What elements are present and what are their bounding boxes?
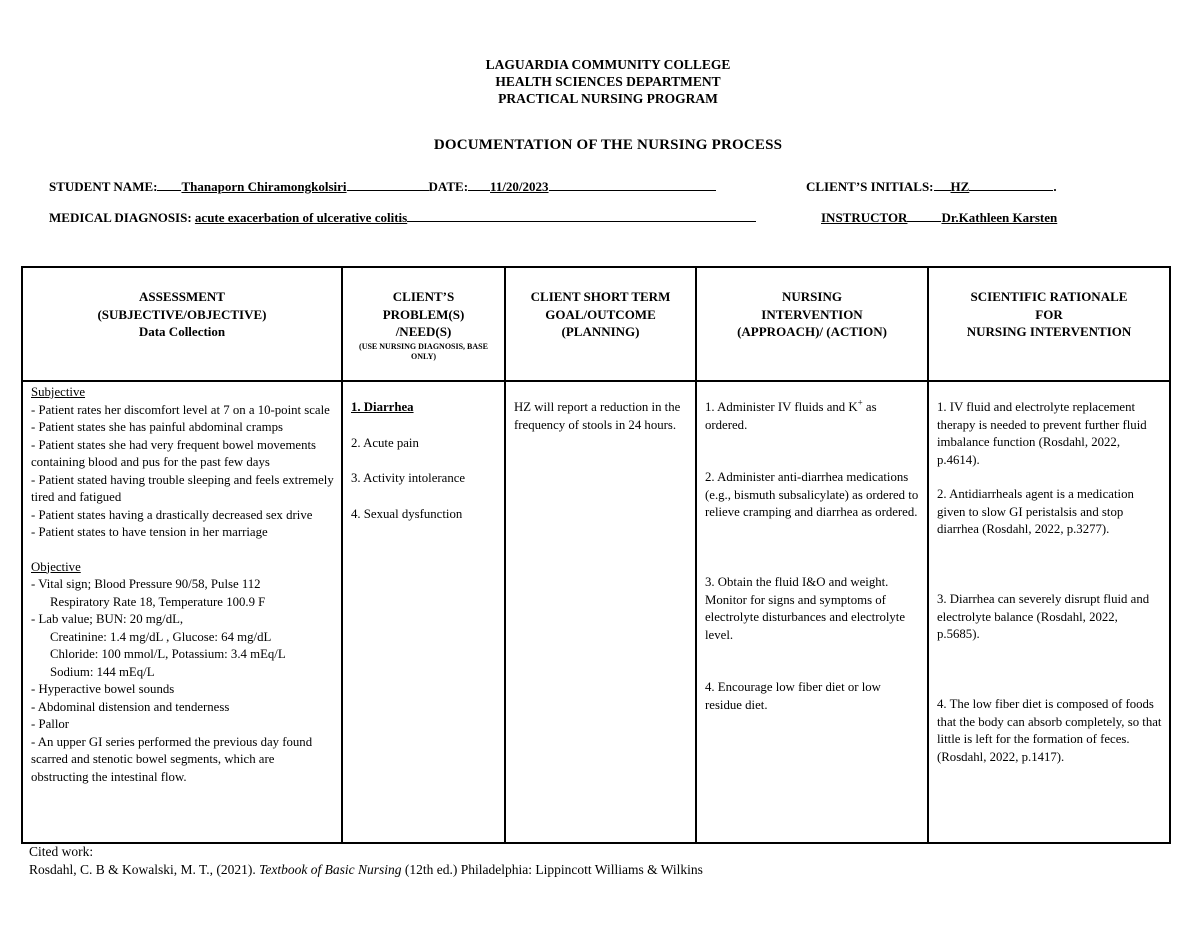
- citation-text: Rosdahl, C. B & Kowalski, M. T., (2021). Textbook of Basic Nursing (12th ed.) Philadelphia: Lippincott Williams & Wilkins: [29, 862, 703, 877]
- objective-item: - Pallor: [31, 717, 70, 731]
- medical-diagnosis-label: MEDICAL DIAGNOSIS:: [49, 210, 192, 225]
- objective-label: Objective: [31, 559, 81, 574]
- problem-item: 4. Sexual dysfunction: [351, 506, 463, 521]
- citation-label: Cited work:: [29, 844, 94, 859]
- objective-item: - Abdominal distension and tenderness: [31, 699, 230, 714]
- student-name-label: STUDENT NAME:: [49, 179, 158, 194]
- table-body-row: [22, 381, 1170, 843]
- intervention-header: NURSING INTERVENTION (APPROACH)/ (ACTION): [696, 267, 928, 381]
- objective-item: Respiratory Rate 18, Temperature 100.9 F: [50, 594, 266, 609]
- problem-item: 2. Acute pain: [351, 435, 419, 450]
- intervention-item: 2. Administer anti-diarrhea medications (e.g., bismuth subsalicylate) as ordered to relieve cramping and diarrhea as ordered.: [705, 470, 919, 519]
- interventions-cell: [696, 381, 928, 843]
- problem-header: CLIENT’S PROBLEM(S) /NEED(S) (USE NURSING DIAGNOSIS, BASE ONLY): [342, 267, 505, 381]
- rationale-item: 3. Diarrhea can severely disrupt fluid and electrolyte balance (Rosdahl, 2022, p.5685).: [937, 592, 1150, 641]
- subjective-item: - Patient states she had very frequent bowel movements containing blood and pus for the past few days: [31, 437, 317, 469]
- subjective-label: Subjective: [31, 385, 86, 399]
- subjective-item: - Patient stated having trouble sleeping and feels extremely tired and fatigued: [31, 472, 334, 504]
- table-header-row: [22, 267, 1170, 381]
- rationale-item: 1. IV fluid and electrolyte replacement therapy is needed to prevent further fluid imbalance function (Rosdahl, 2022, p.4614).: [937, 400, 1147, 467]
- client-initials-label: CLIENT’S INITIALS:: [806, 179, 934, 194]
- college-name: LAGUARDIA COMMUNITY COLLEGE: [485, 57, 731, 72]
- instructor-row: [821, 208, 1057, 226]
- client-initials-value: HZ: [950, 179, 970, 194]
- objective-item: - Hyperactive bowel sounds: [31, 682, 175, 696]
- objective-item: - Lab value; BUN: 20 mg/dL,: [31, 612, 184, 626]
- problems-cell: [342, 381, 505, 843]
- subjective-item: - Patient states having a drastically decreased sex drive: [31, 507, 313, 522]
- goal-header: CLIENT SHORT TERM GOAL/OUTCOME (PLANNING): [505, 267, 696, 381]
- rationales-cell: [928, 381, 1170, 843]
- objective-item: Chloride: 100 mmol/L, Potassium: 3.4 mEq/L: [50, 647, 286, 661]
- medical-diagnosis-value: acute exacerbation of ulcerative colitis: [194, 210, 408, 225]
- assessment-header: ASSESSMENT (SUBJECTIVE/OBJECTIVE) Data Collection: [22, 267, 342, 381]
- objective-item: Creatinine: 1.4 mg/dL , Glucose: 64 mg/dL: [50, 629, 272, 644]
- nursing-process-table: [21, 266, 1171, 844]
- student-name-value: Thanaporn Chiramongkolsiri: [181, 179, 347, 194]
- goal-text: HZ will report a reduction in the frequency of stools in 24 hours.: [514, 400, 681, 432]
- program-name: PRACTICAL NURSING PROGRAM: [498, 91, 718, 106]
- objective-item: - An upper GI series performed the previous day found scarred and stenotic bowel segments, which are obstructing the intestinal flow.: [31, 734, 313, 784]
- goal-cell: [505, 381, 696, 843]
- citation-book-title: Textbook of Basic Nursing: [259, 862, 402, 877]
- subjective-item: - Patient states she has painful abdominal cramps: [31, 420, 283, 434]
- diagnosis-row: [49, 208, 756, 226]
- subjective-item: - Patient rates her discomfort level at 7 on a 10-point scale: [31, 402, 330, 417]
- instructor-label: INSTRUCTOR: [821, 210, 908, 225]
- intervention-item: 4. Encourage low fiber diet or low residue diet.: [705, 680, 881, 712]
- subjective-item: - Patient states to have tension in her marriage: [31, 525, 268, 539]
- department-name: HEALTH SCIENCES DEPARTMENT: [495, 74, 721, 89]
- student-info-row: [49, 177, 716, 195]
- client-initials-row: CLIENT’S INITIALS: HZ .: [806, 179, 1057, 194]
- objective-item: Sodium: 144 mEq/L: [50, 664, 155, 679]
- assessment-cell: [22, 381, 342, 843]
- problem-item: 1. Diarrhea: [351, 400, 414, 414]
- citation-block: [29, 843, 703, 879]
- objective-item: - Vital sign; Blood Pressure 90/58, Pulse 112: [31, 577, 261, 591]
- intervention-item: 1. Administer IV fluids and K+ as ordered.: [705, 397, 877, 432]
- problem-header-note: (USE NURSING DIAGNOSIS, BASE ONLY): [359, 341, 488, 361]
- problem-item: 3. Activity intolerance: [351, 471, 466, 485]
- rationale-item: 2. Antidiarrheals agent is a medication given to slow GI peristalsis and stop diarrhea (Rosdahl, 2022, p.3277).: [937, 487, 1134, 536]
- rationale-header: SCIENTIFIC RATIONALE FOR NURSING INTERVENTION: [928, 267, 1170, 381]
- rationale-item: 4. The low fiber diet is composed of foods that the body can absorb completely, so that little is left for the formation of feces. (Rosdahl, 2022, p.1417).: [937, 697, 1162, 764]
- document-title: DOCUMENTATION OF THE NURSING PROCESS: [433, 137, 783, 153]
- intervention-item: 3. Obtain the fluid I&O and weight. Monitor for signs and symptoms of electrolyte disturbances and electrolyte level.: [705, 575, 906, 642]
- instructor-value: Dr.Kathleen Karsten: [941, 210, 1058, 225]
- date-label: DATE:: [428, 179, 469, 194]
- date-value: 11/20/2023: [490, 179, 549, 194]
